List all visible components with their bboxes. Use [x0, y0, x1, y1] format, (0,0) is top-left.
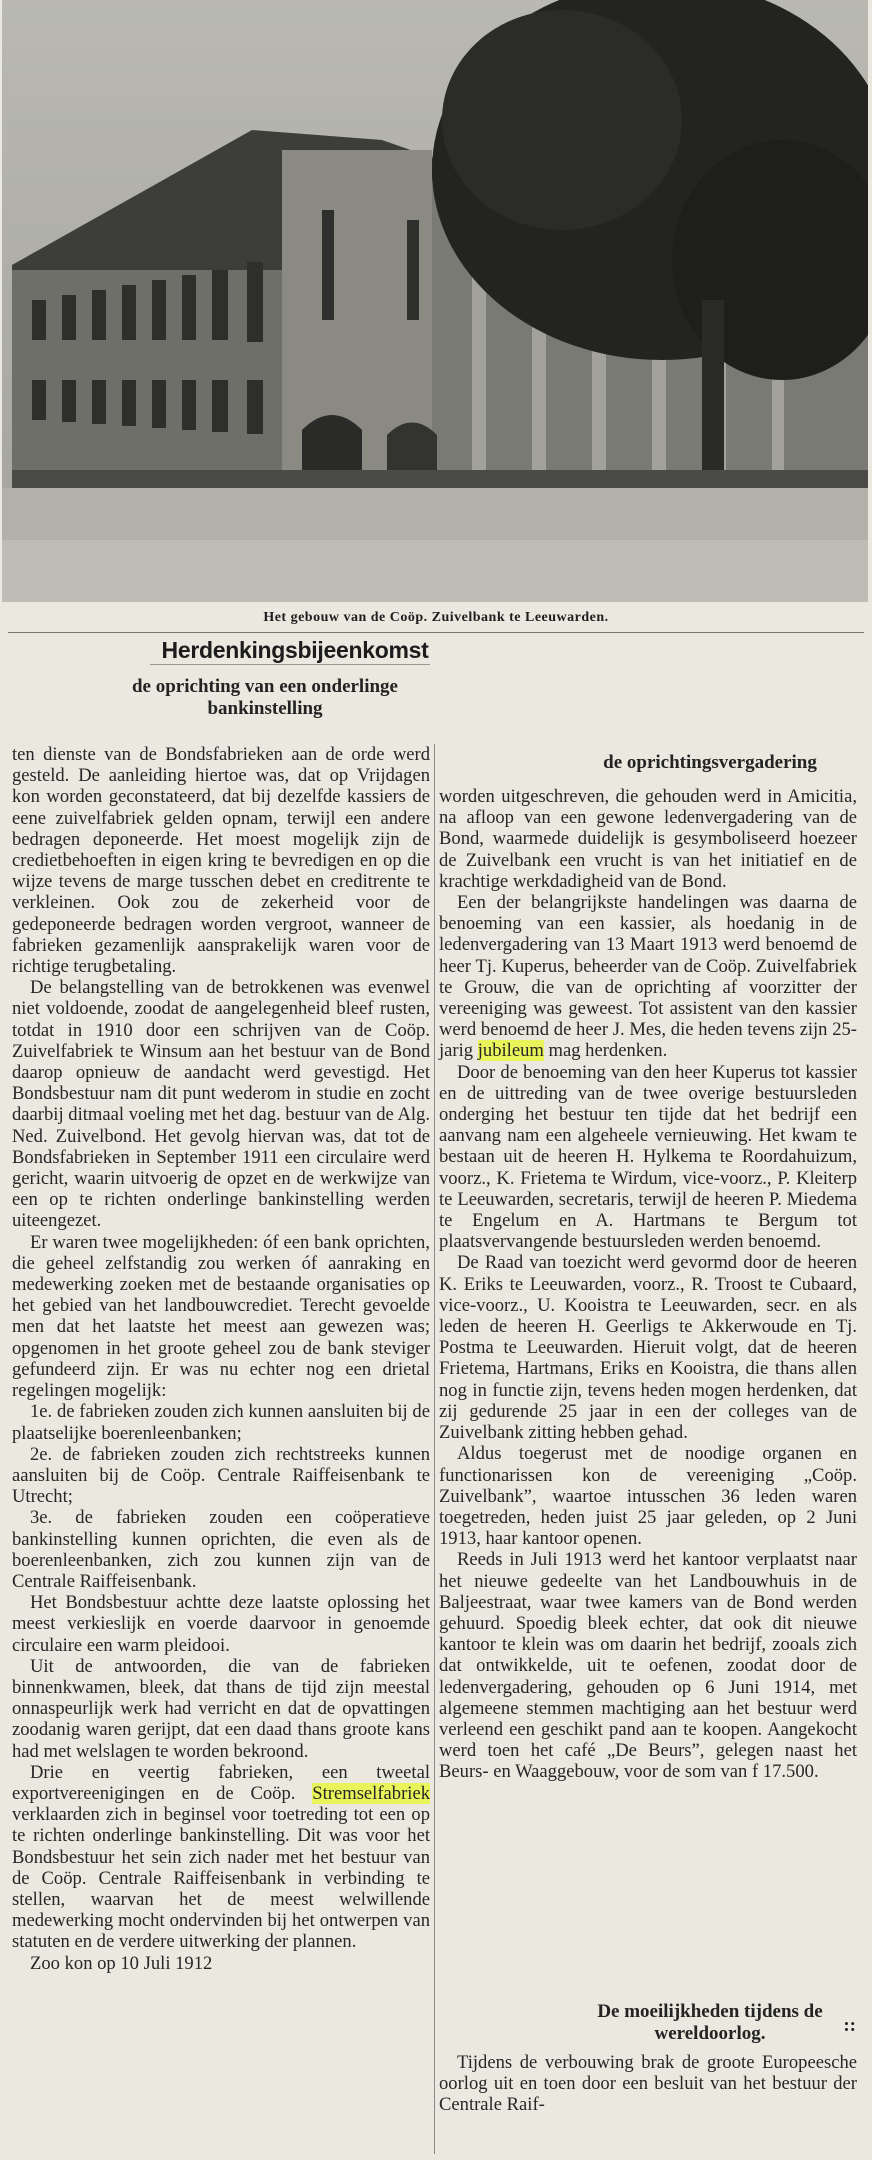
building-photo: [2, 0, 868, 602]
right-column-end: [439, 2052, 857, 2116]
left-column: [12, 744, 430, 1974]
article-subhead: de oprichting van een onderlinge bankinstelling: [131, 676, 398, 719]
paragraph: De belangstelling van de betrokkenen was evenwel niet voldoende, zoodat de aangelegenheid bleef rusten, totdat in 1910 door een schrijven van de Coöp. Zuivelfabriek te Winsum aan het bestuur van de Bond daarop opnieuw de aandacht werd gevestigd. Het Bondsbestuur nam dit punt wederom in studie en zocht daarbij ditmaal voeling met het dag. bestuur van de Alg. Ned. Zuivelbond. Het gevolg hiervan was, dat tot de Bondsfabrieken in September 1911 een circulaire werd gericht, waarin uitvoerig de opzet en de werkwijze van een op te richten onderlinge bankinstelling werden uiteengezet.: [12, 977, 430, 1232]
paragraph: 1e. de fabrieken zouden zich kunnen aansluiten bij de plaatselijke boerenleenbanken;: [12, 1401, 430, 1444]
section-mark: ::: [843, 2015, 856, 2036]
paragraph: 3e. de fabrieken zouden een coöperatieve bankinstelling kunnen oprichten, die even als de boerenleenbanken, zich zou kunnen zijn van de Centrale Raiffeisenbank.: [12, 1507, 430, 1592]
paragraph: Er waren twee mogelijkheden: óf een bank oprichten, die geheel zelfstandig zou werken óf aanraking en medewerking zoeken met de bestaande organisaties op het gebied van het landbouwcrediet. Terecht gevoelde men dat het laatste het meest aan gewezen was; opgenomen in het groote geheel zou de bank steviger gefundeerd zijn. Er was nu echter nog een drietal regelingen mogelijk:: [12, 1231, 430, 1402]
section-heading-text: De moeilijkheden tijdens de wereldoorlog.: [597, 2001, 823, 2044]
paragraph: [12, 1762, 430, 1953]
section-heading: de oprichtingsvergadering: [603, 752, 817, 773]
paragraph-rest: mag herdenken.: [543, 1040, 668, 1062]
section-heading: [560, 2001, 860, 2045]
article-headline: Herdenkingsbijeenkomst: [161, 637, 429, 663]
highlighted-term: jubileum: [477, 1040, 544, 1062]
paragraph-rest: verklaarden zich in beginsel voor toetreding tot een op te richten onderlinge bankinstelling. Dit was voor het Bondsbestuur het sein zich nader met het bestuur van de Coöp. Centrale Raiffeisenbank in verbinding te stellen, waarvan het de meest welwillende medewerking mocht ondervinden bij het ontwerpen van statuten en de verdere uitwerking der plannen.: [12, 1804, 430, 1953]
paragraph: Tijdens de verbouwing brak de groote Europeesche oorlog uit en toen door een besluit van het bestuur der Centrale Raif-: [439, 2052, 857, 2116]
headline-underline: [150, 664, 430, 665]
paragraph: ten dienste van de Bondsfabrieken aan de orde werd gesteld. De aanleiding hiertoe was, dat op Vrijdagen kon worden geconstateerd, dat bij dezelfde kassiers de eene zuivelfabriek gelden opnam, terwijl een andere bedragen deponeerde. Het moest mogelijk zijn de credietbehoeften in eigen kring te bevredigen en op die wijze tevens de marge tusschen debet en creditrente te verkleinen. Ook zou de zekerheid voor de gedeponeerde bedragen worden vergroot, wanneer de fabrieken gezamenlijk aansprakelijk waren voor de richtige terugbetaling.: [12, 744, 430, 978]
paragraph: Reeds in Juli 1913 werd het kantoor verplaatst naar het nieuwe gedeelte van het Landbouwhuis in de Baljeestraat, waar twee kamers van de Bond werden gehuurd. Spoedig bleek echter, dat ook dit nieuwe kantoor te klein was om daarin het bedrijf, zooals zich dat ontwikkelde, uit te oefenen, zoodat door de ledenvergadering, gehouden op 6 Juni 1914, met algemeene stemmen machtiging aan het bestuur werd verleend een geschikt pand aan te koopen. Aangekocht werd toen het café „De Beurs”, gelegen naast het Beurs- en Waaggebouw, voor de som van f 17.500.: [439, 1549, 857, 1783]
paragraph: [439, 892, 857, 1062]
divider: [8, 632, 864, 633]
paragraph: worden uitgeschreven, die gehouden werd in Amicitia, na afloop van een gewone ledenvergadering van de Bond, waarmede duidelijk is gesymboliseerd hoezeer de Zuivelbank een vrucht is van het initiatief en de krachtige werkdadigheid van de Bond.: [439, 786, 857, 892]
paragraph-start: Een der belangrijkste handelingen was daarna de benoeming van een kassier, als hoedanig in de ledenvergadering van 13 Maart 1913 werd benoemd de heer Tj. Kuperus, beheerder van de Coöp. Zuivelfabriek te Grouw, die van de oprichting af voorzitter der vereeniging was geweest. Tot assistent van den kassier werd benoemd de heer J. Mes, die heden tevens zijn 25-jarig: [439, 892, 857, 1062]
paragraph: Door de benoeming van den heer Kuperus tot kassier en de uittreding van de twee overige bestuursleden onderging het bestuur ten tijde dat het bedrijf een aanvang nam een algeheele vernieuwing. Het kwam te bestaan uit de heeren H. Hylkema te Roordahuizum, voorz., K. Frietema te Wirdum, vice-voorz., P. Kleiterp te Leeuwarden, secretaris, terwijl de heeren P. Miedema te Engelum en A. Hartmans te Bergum tot plaatsvervangende bestuursleden werden benoemd.: [439, 1061, 857, 1253]
highlighted-term: Stremselfabriek: [312, 1782, 430, 1804]
paragraph: Zoo kon op 10 Juli 1912: [30, 1952, 213, 1974]
paragraph: De Raad van toezicht werd gevormd door de heeren K. Eriks te Leeuwarden, voorz., R. Troost te Cubaard, vice-voorz., U. Kooistra te Leeuwarden, secr. en als leden de heeren H. Geerligs te Akkerwoude en Tj. Postma te Leeuwarden. Hieruit volgt, dat de heeren Frietema, Hartmans, Eriks en Kooistra, die thans allen nog in functie zijn, tevens heden mogen herdenken, dat zij gedurende 25 jaar in een der colleges van de Zuivelbank zitting hebben gehad.: [439, 1252, 857, 1444]
paragraph: Uit de antwoorden, die van de fabrieken binnenkwamen, bleek, dat thans de tijd zijn meestal onnaspeurlijk werk had verricht en dat de opvattingen zoodanig waren gerijpt, dat een daad thans groote kans had met welslagen te worden bekroond.: [12, 1655, 430, 1762]
paragraph: Aldus toegerust met de noodige organen en functionarissen kon de vereeniging „Coöp. Zuivelbank”, waartoe intusschen 36 leden waren toegetreden, heden juist 25 jaar geleden, op 2 Juni 1913, haar kantoor openen.: [439, 1443, 857, 1550]
right-column: [439, 786, 857, 1783]
paragraph: 2e. de fabrieken zouden zich rechtstreeks kunnen aansluiten bij de Coöp. Centrale Raiffeisenbank te Utrecht;: [12, 1443, 430, 1508]
paragraph-start: Drie en veertig fabrieken, een tweetal exportvereenigingen en de Coöp.: [12, 1761, 430, 1804]
paragraph: Het Bondsbestuur achtte deze laatste oplossing het meest verkieslijk en voerde daarvoor in genoemde circulaire een warm pleidooi.: [12, 1592, 430, 1656]
building-illustration: [2, 0, 868, 602]
photo-caption: Het gebouw van de Coöp. Zuivelbank te Leeuwarden.: [263, 610, 609, 625]
column-divider: [434, 744, 435, 2154]
